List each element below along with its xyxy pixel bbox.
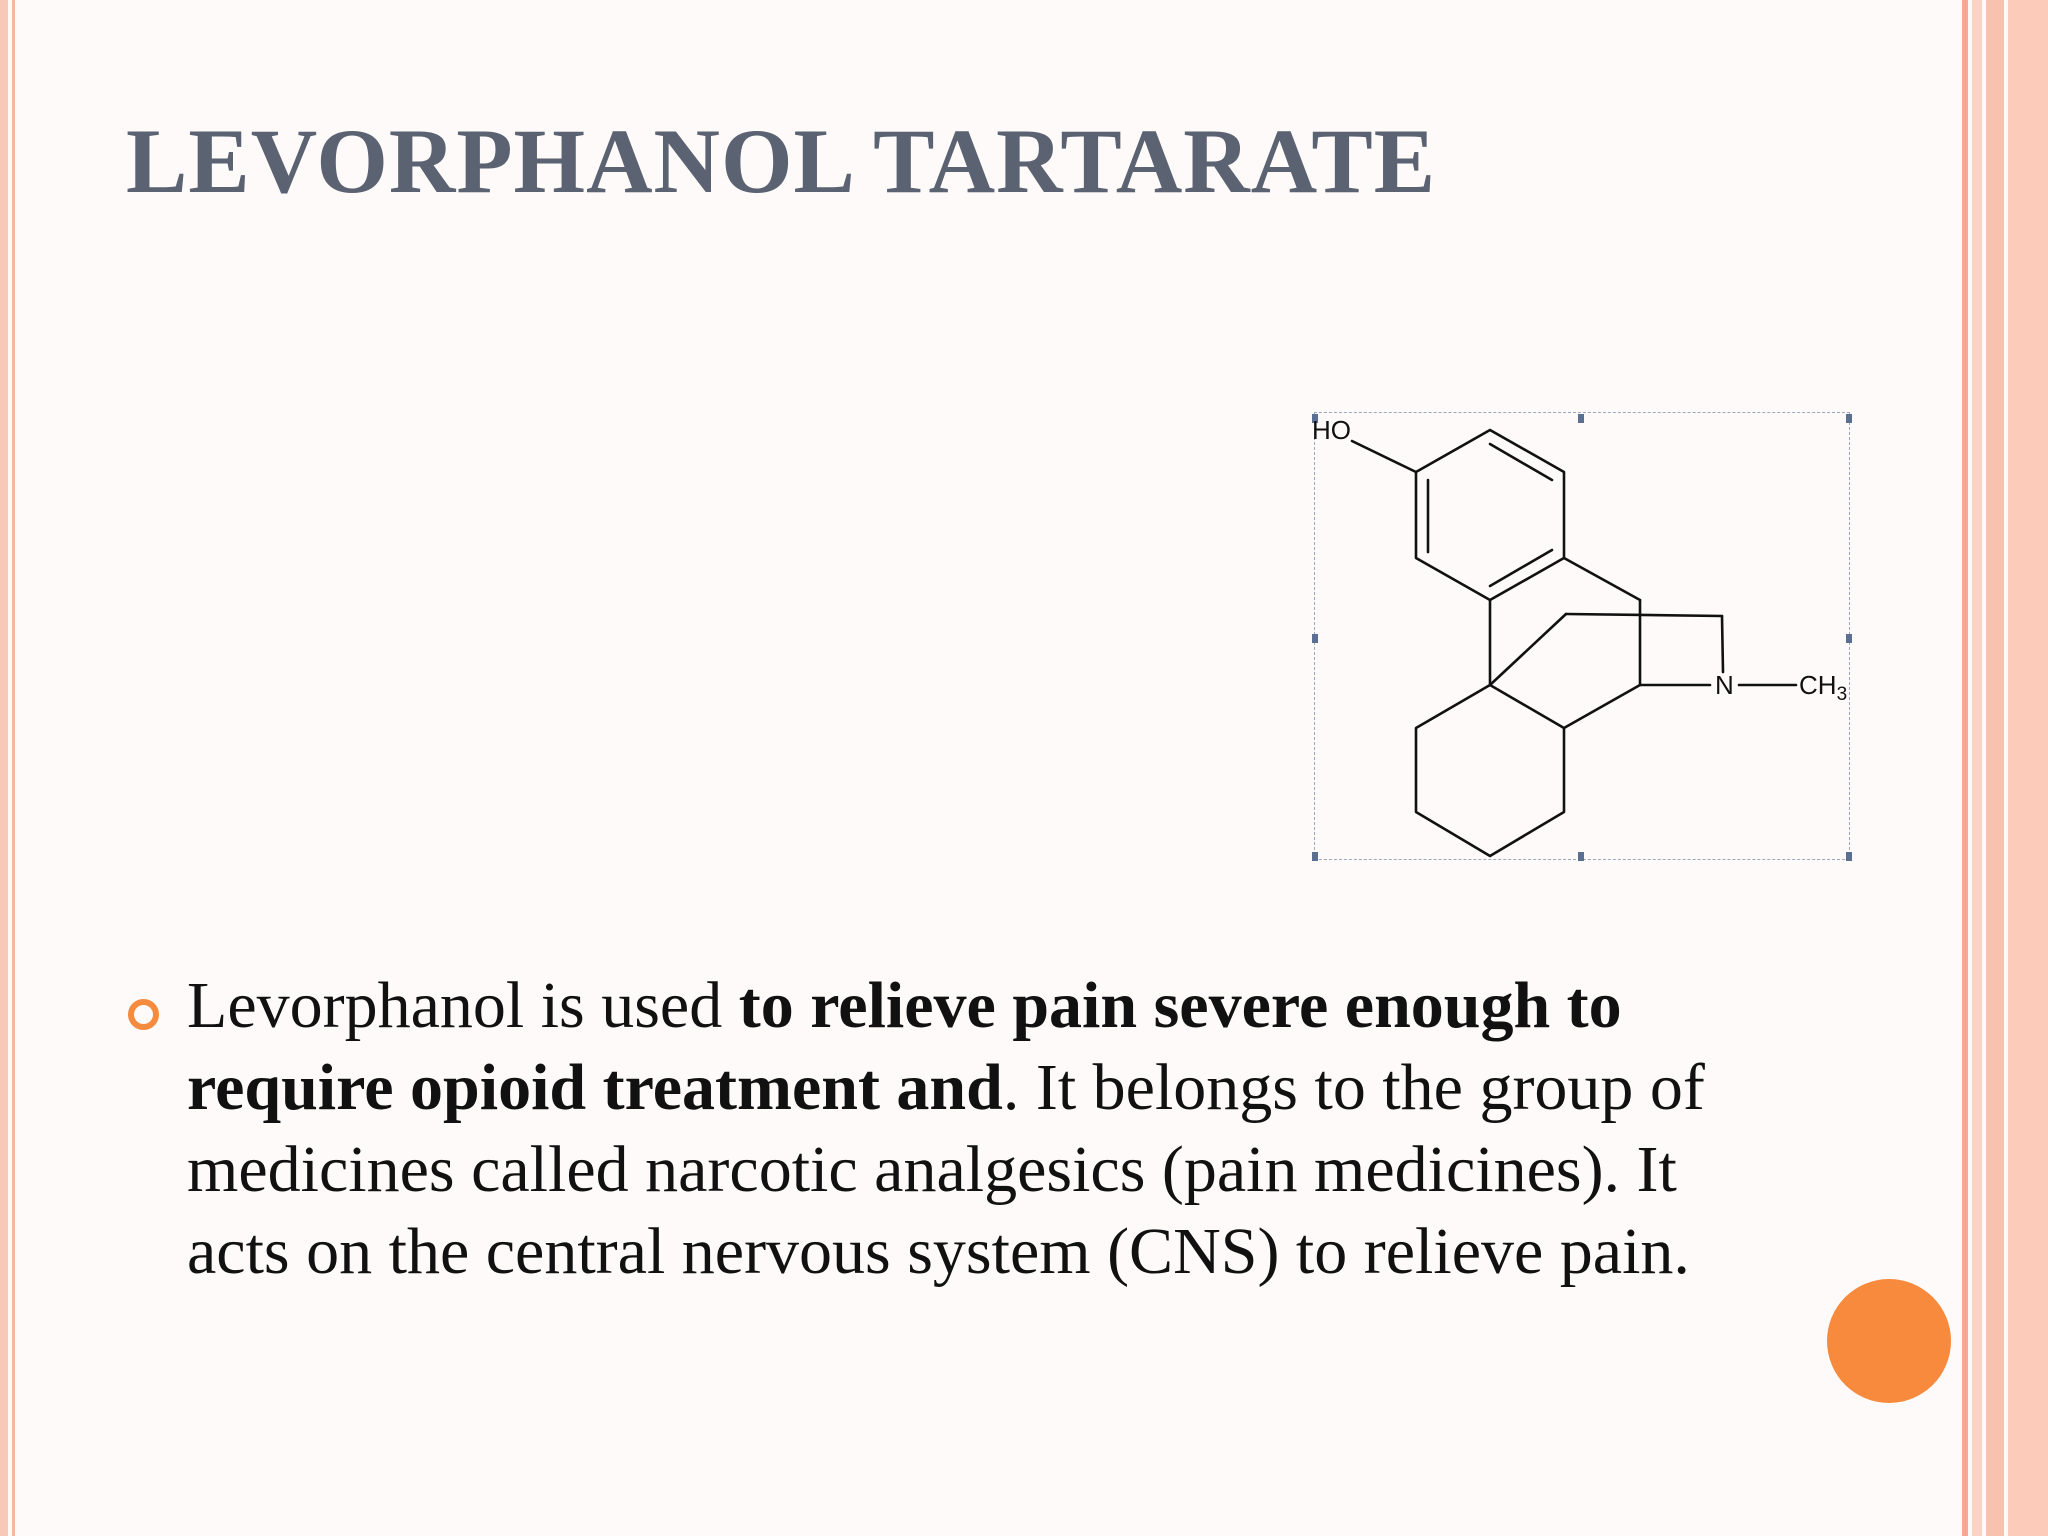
right-decor-stripe — [1962, 0, 1968, 1536]
right-decor-stripe — [1986, 0, 2004, 1536]
levorphanol-structure[interactable] — [1300, 400, 1880, 880]
right-decor-stripe — [2008, 0, 2048, 1536]
methyl-label-subscript: 3 — [1836, 684, 1848, 705]
methyl-label-base: CH — [1799, 670, 1837, 700]
bullet-text-plain-end: . It belongs to the group of medicines called narcotic analgesics (pain medicines). It acts on the central nervous system (CNS) to relieve pain. — [187, 1051, 1705, 1288]
bullet-text-plain-start: Levorphanol is used — [187, 969, 739, 1042]
right-decor-stripe — [1972, 0, 1982, 1536]
bullet-circle-icon — [128, 999, 159, 1030]
bullet-text — [187, 965, 1767, 1293]
left-decor-stripe — [0, 0, 8, 1536]
hydroxyl-label: HO — [1312, 415, 1351, 445]
bullet-text-bold: to relieve pain severe enough to require opioid treatment and — [187, 969, 1622, 1124]
slide-title: LEVORPHANOL TARTARATE — [126, 110, 1437, 212]
left-decor-stripe-thin — [12, 0, 15, 1536]
nitrogen-label: N — [1715, 670, 1734, 700]
decorative-orange-circle — [1827, 1279, 1951, 1403]
methyl-label — [1799, 670, 1847, 705]
